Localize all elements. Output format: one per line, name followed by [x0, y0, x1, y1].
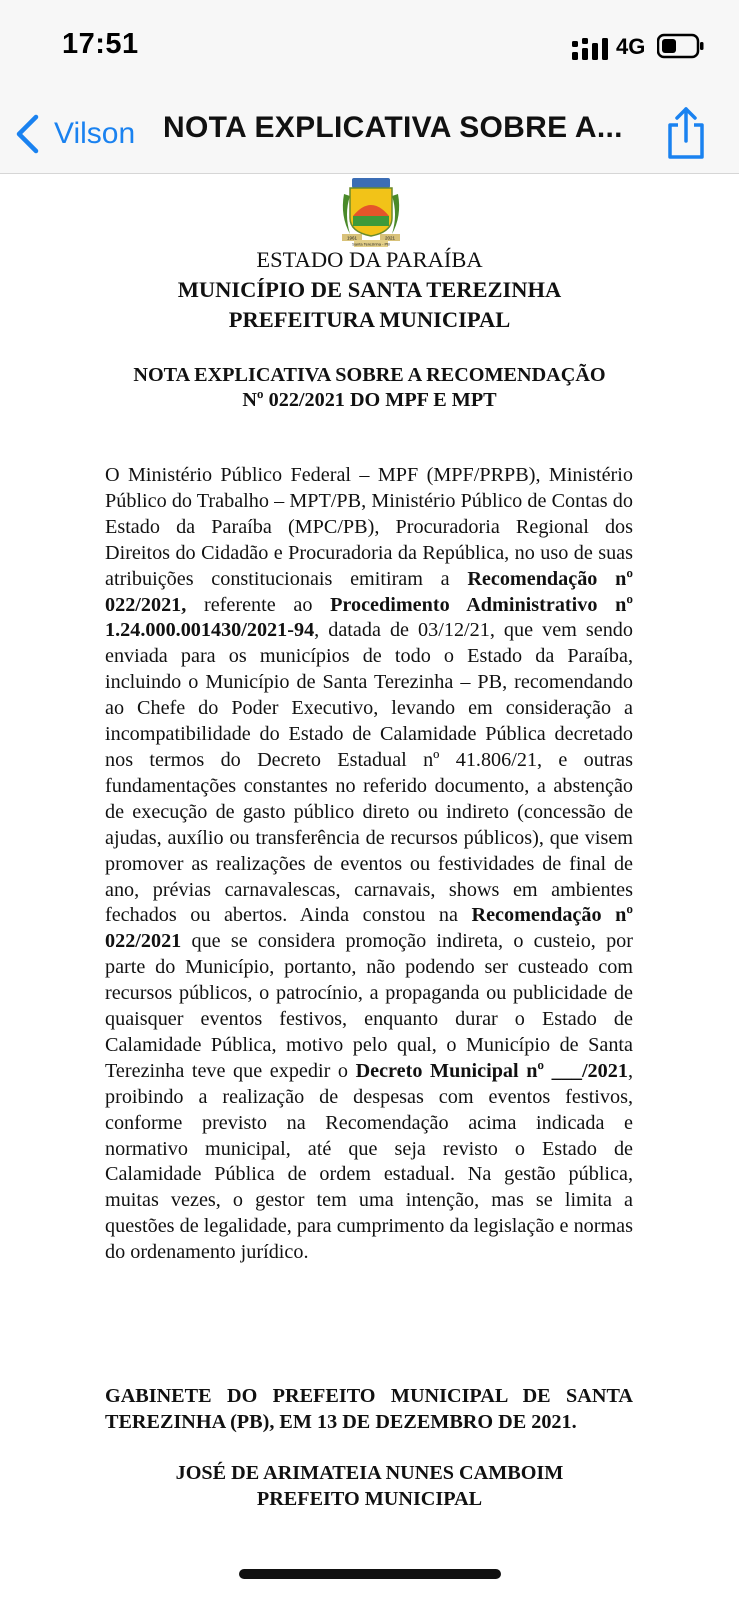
note-title-line1: NOTA EXPLICATIVA SOBRE A RECOMENDAÇÃO	[133, 364, 606, 386]
home-indicator[interactable]	[239, 1569, 501, 1579]
note-title-line2: Nº 022/2021 DO MPF E MPT	[242, 389, 497, 411]
signature-role: PREFEITO MUNICIPAL	[256, 1488, 483, 1510]
recommendation-ref-2: Recomendação nº 022/2021	[105, 904, 633, 953]
share-icon[interactable]	[664, 105, 708, 161]
document-title: NOTA EXPLICATIVA SOBRE A...	[163, 111, 623, 144]
navigation-bar	[0, 95, 739, 174]
closing-line2: TEREZINHA (PB), EM 13 DE DEZEMBRO DE 2021.	[105, 1411, 577, 1433]
chevron-left-icon	[14, 114, 40, 154]
battery-icon	[657, 33, 705, 59]
header-municipality: MUNICÍPIO DE SANTA TEREZINHA	[177, 277, 562, 302]
municipal-crest-logo	[336, 176, 406, 248]
closing-line1: GABINETE DO PREFEITO MUNICIPAL DE SANTA	[105, 1385, 633, 1407]
decree-ref: Decreto Municipal nº ___/2021	[355, 1059, 628, 1082]
procedure-ref: Procedimento Administrativo nº 1.24.000.001430/2021-94	[105, 593, 634, 642]
crest-year-right: 2021	[384, 235, 396, 241]
signal-strength-icon	[572, 38, 608, 60]
back-button[interactable]	[14, 109, 135, 159]
crest-banner-text: Santa Terezinha - PB	[352, 241, 390, 247]
header-state: ESTADO DA PARAÍBA	[256, 247, 483, 272]
document-page	[0, 174, 739, 1600]
header-prefecture: PREFEITURA MUNICIPAL	[228, 307, 511, 332]
status-time: 17:51	[62, 28, 139, 60]
network-type-label: 4G	[616, 34, 646, 59]
note-body: O Ministério Público Federal – MPF (MPF/PRPB), Ministério Público do Trabalho – MPT/PB, Ministério Público de Contas do Estado da Paraíba (MPC/PB), Procuradoria Regional dos Direitos do Cidadão e Procuradoria da República, no uso de suas atribuições constitucionais emitiram a Recomendação nº 022/2021, referente ao Procedimento Administrativo nº 1.24.000.001430/2021-94, datada de 03/12/21, que vem sendo enviada para os municípios de todo o Estado da Paraíba, incluindo o Município de Santa Terezinha – PB, recomendando ao Chefe do Poder Executivo, levando em consideração a incompatibilidade do Estado de Calamidade Pública decretado nos termos do Decreto Estadual nº 41.806/21, e outras fundamentações constantes no referido documento, a abstenção de execução de gasto público direto ou indireto (concessão de ajudas, auxílio ou transferência de recursos públicos), que visem promover as realizações de eventos ou festividades de final de ano, prévias carnavalescas, carnavais, shows em ambientes fechados ou abertos. Ainda constou na Recomendação nº 022/2021 que se considera promoção indireta, o custeio, por parte do Município, portanto, não podendo ser custeado com recursos públicos, o patrocínio, a propaganda ou publicidade de quaisquer eventos festivos, enquanto durar o Estado de Calamidade Pública, motivo pelo qual, o Município de Santa Terezinha teve que expedir o Decreto Municipal nº ___/2021, proibindo a realização de despesas com eventos festivos, conforme previsto na Recomendação acima indicada e normativo municipal, até que seja revisto o Estado de Calamidade Pública de ordem estadual. Na gestão pública, muitas vezes, o gestor tem uma intenção, mas se limita a questões de legalidade, para cumprimento da legislação e normas do ordenamento jurídico.	[105, 464, 634, 1264]
recommendation-ref: Recomendação nº 022/2021,	[105, 567, 633, 616]
signature-name: JOSÉ DE ARIMATEIA NUNES CAMBOIM	[175, 1462, 564, 1484]
crest-year-left: 1961	[346, 235, 358, 241]
closing-block	[105, 1383, 633, 1435]
back-button-label: Vilson	[54, 117, 136, 150]
status-bar	[0, 0, 739, 95]
